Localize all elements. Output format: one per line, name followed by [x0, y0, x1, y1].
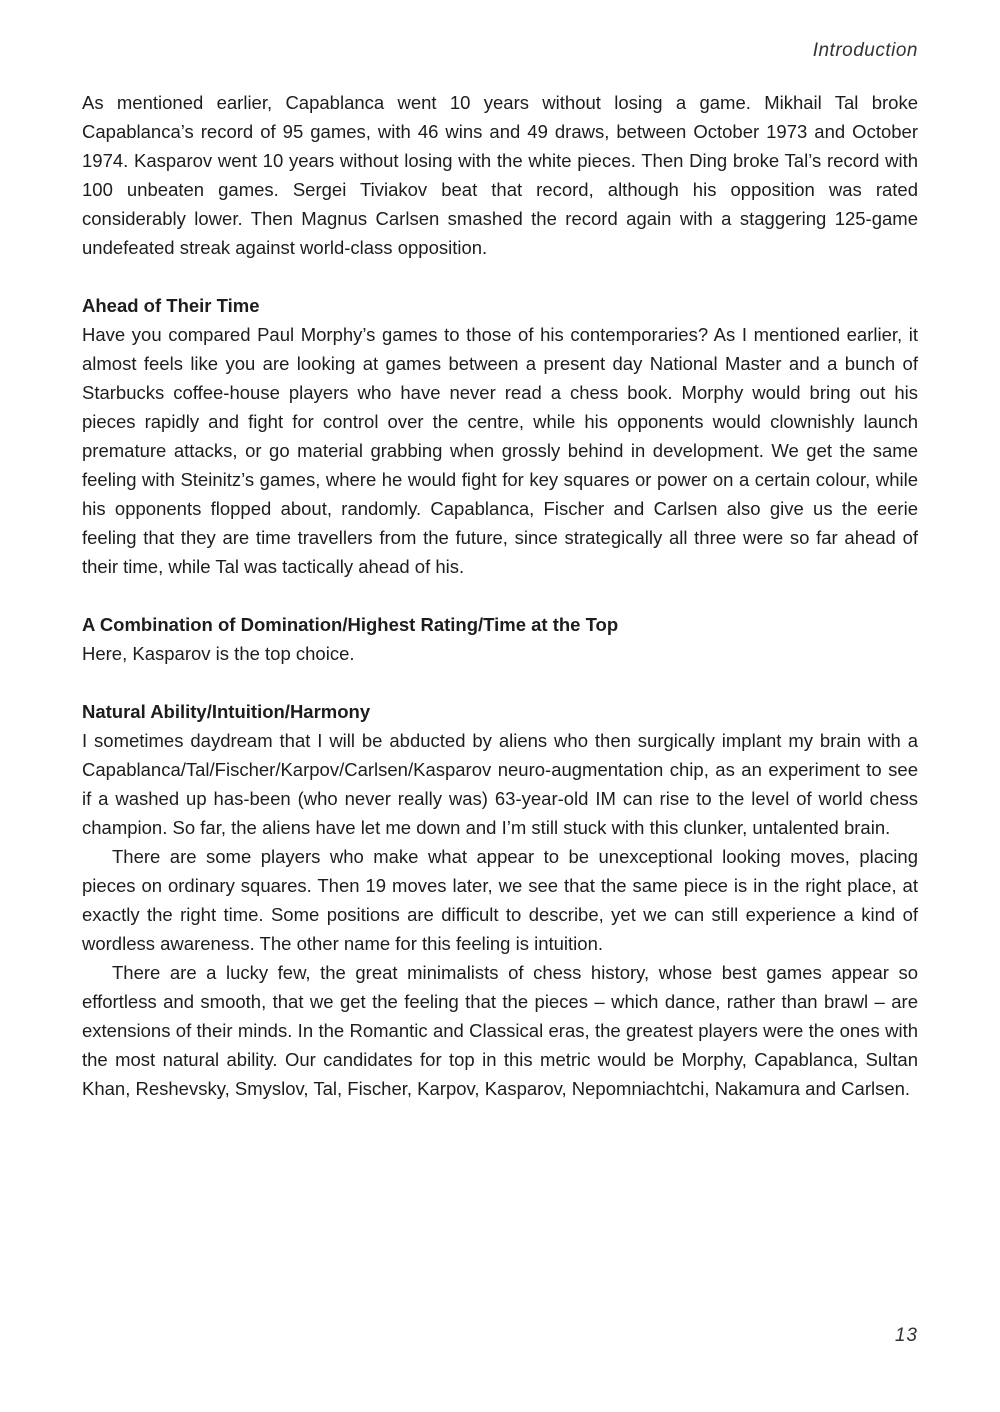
- section-heading-natural-ability: Natural Ability/Intuition/Harmony: [82, 701, 371, 722]
- intro-paragraph: As mentioned earlier, Capablanca went 10 years without losing a game. Mikhail Tal broke Capablanca’s record of 95 games, with 46 wins and 49 draws, between October 1973 and October 1974. Kasparov went 10 years without losing with the white pieces. Then Ding broke Tal’s record with 100 unbeaten games. Sergei Tiviakov beat that record, although his opposition was rated considerably lower. Then Magnus Carlsen smashed the record again with a staggering 125-game undefeated streak against world-class opposition.: [82, 92, 918, 258]
- section-paragraph: Here, Kasparov is the top choice.: [82, 643, 355, 664]
- page-number: 13: [894, 1325, 918, 1346]
- section-heading-ahead-of-their-time: Ahead of Their Time: [82, 295, 260, 316]
- section-paragraph: I sometimes daydream that I will be abducted by aliens who then surgically implant my brain with a Capablanca/Tal/Fischer/Karpov/Carlsen/Kasparov neuro-augmentation chip, as an experiment to see if a washed up has-been (who never really was) 63-year-old IM can rise to the level of world chess champion. So far, the aliens have let me down and I’m still stuck with this clunker, untalented brain.: [82, 730, 918, 838]
- section-paragraph: Have you compared Paul Morphy’s games to those of his contemporaries? As I mentioned earlier, it almost feels like you are looking at games between a present day National Master and a bunch of Starbucks coffee-house players who have never read a chess book. Morphy would bring out his pieces rapidly and fight for control over the centre, while his opponents would clownishly launch premature attacks, or go material grabbing when grossly behind in development. We get the same feeling with Steinitz’s games, where he would fight for key squares or power on a certain colour, while his opponents flopped about, randomly. Capablanca, Fischer and Carlsen also give us the eerie feeling that they are time travellers from the future, since strategically all three were so far ahead of their time, while Tal was tactically ahead of his.: [82, 324, 918, 577]
- section-paragraph: There are a lucky few, the great minimalists of chess history, whose best games appear so effortless and smooth, that we get the feeling that the pieces – which dance, rather than brawl – are extensions of their minds. In the Romantic and Classical eras, the greatest players were the ones with the most natural ability. Our candidates for top in this metric would be Morphy, Capablanca, Sultan Khan, Reshevsky, Smyslov, Tal, Fischer, Karpov, Kasparov, Nepomniachtchi, Nakamura and Carlsen.: [82, 962, 918, 1099]
- section-heading-combination: A Combination of Domination/Highest Rating/Time at the Top: [82, 614, 619, 635]
- running-head: Introduction: [812, 40, 918, 61]
- page-body: [82, 88, 918, 1103]
- section-paragraph: There are some players who make what appear to be unexceptional looking moves, placing pieces on ordinary squares. Then 19 moves later, we see that the same piece is in the right place, at exactly the right time. Some positions are difficult to describe, yet we can still experience a kind of wordless awareness. The other name for this feeling is intuition.: [82, 846, 918, 954]
